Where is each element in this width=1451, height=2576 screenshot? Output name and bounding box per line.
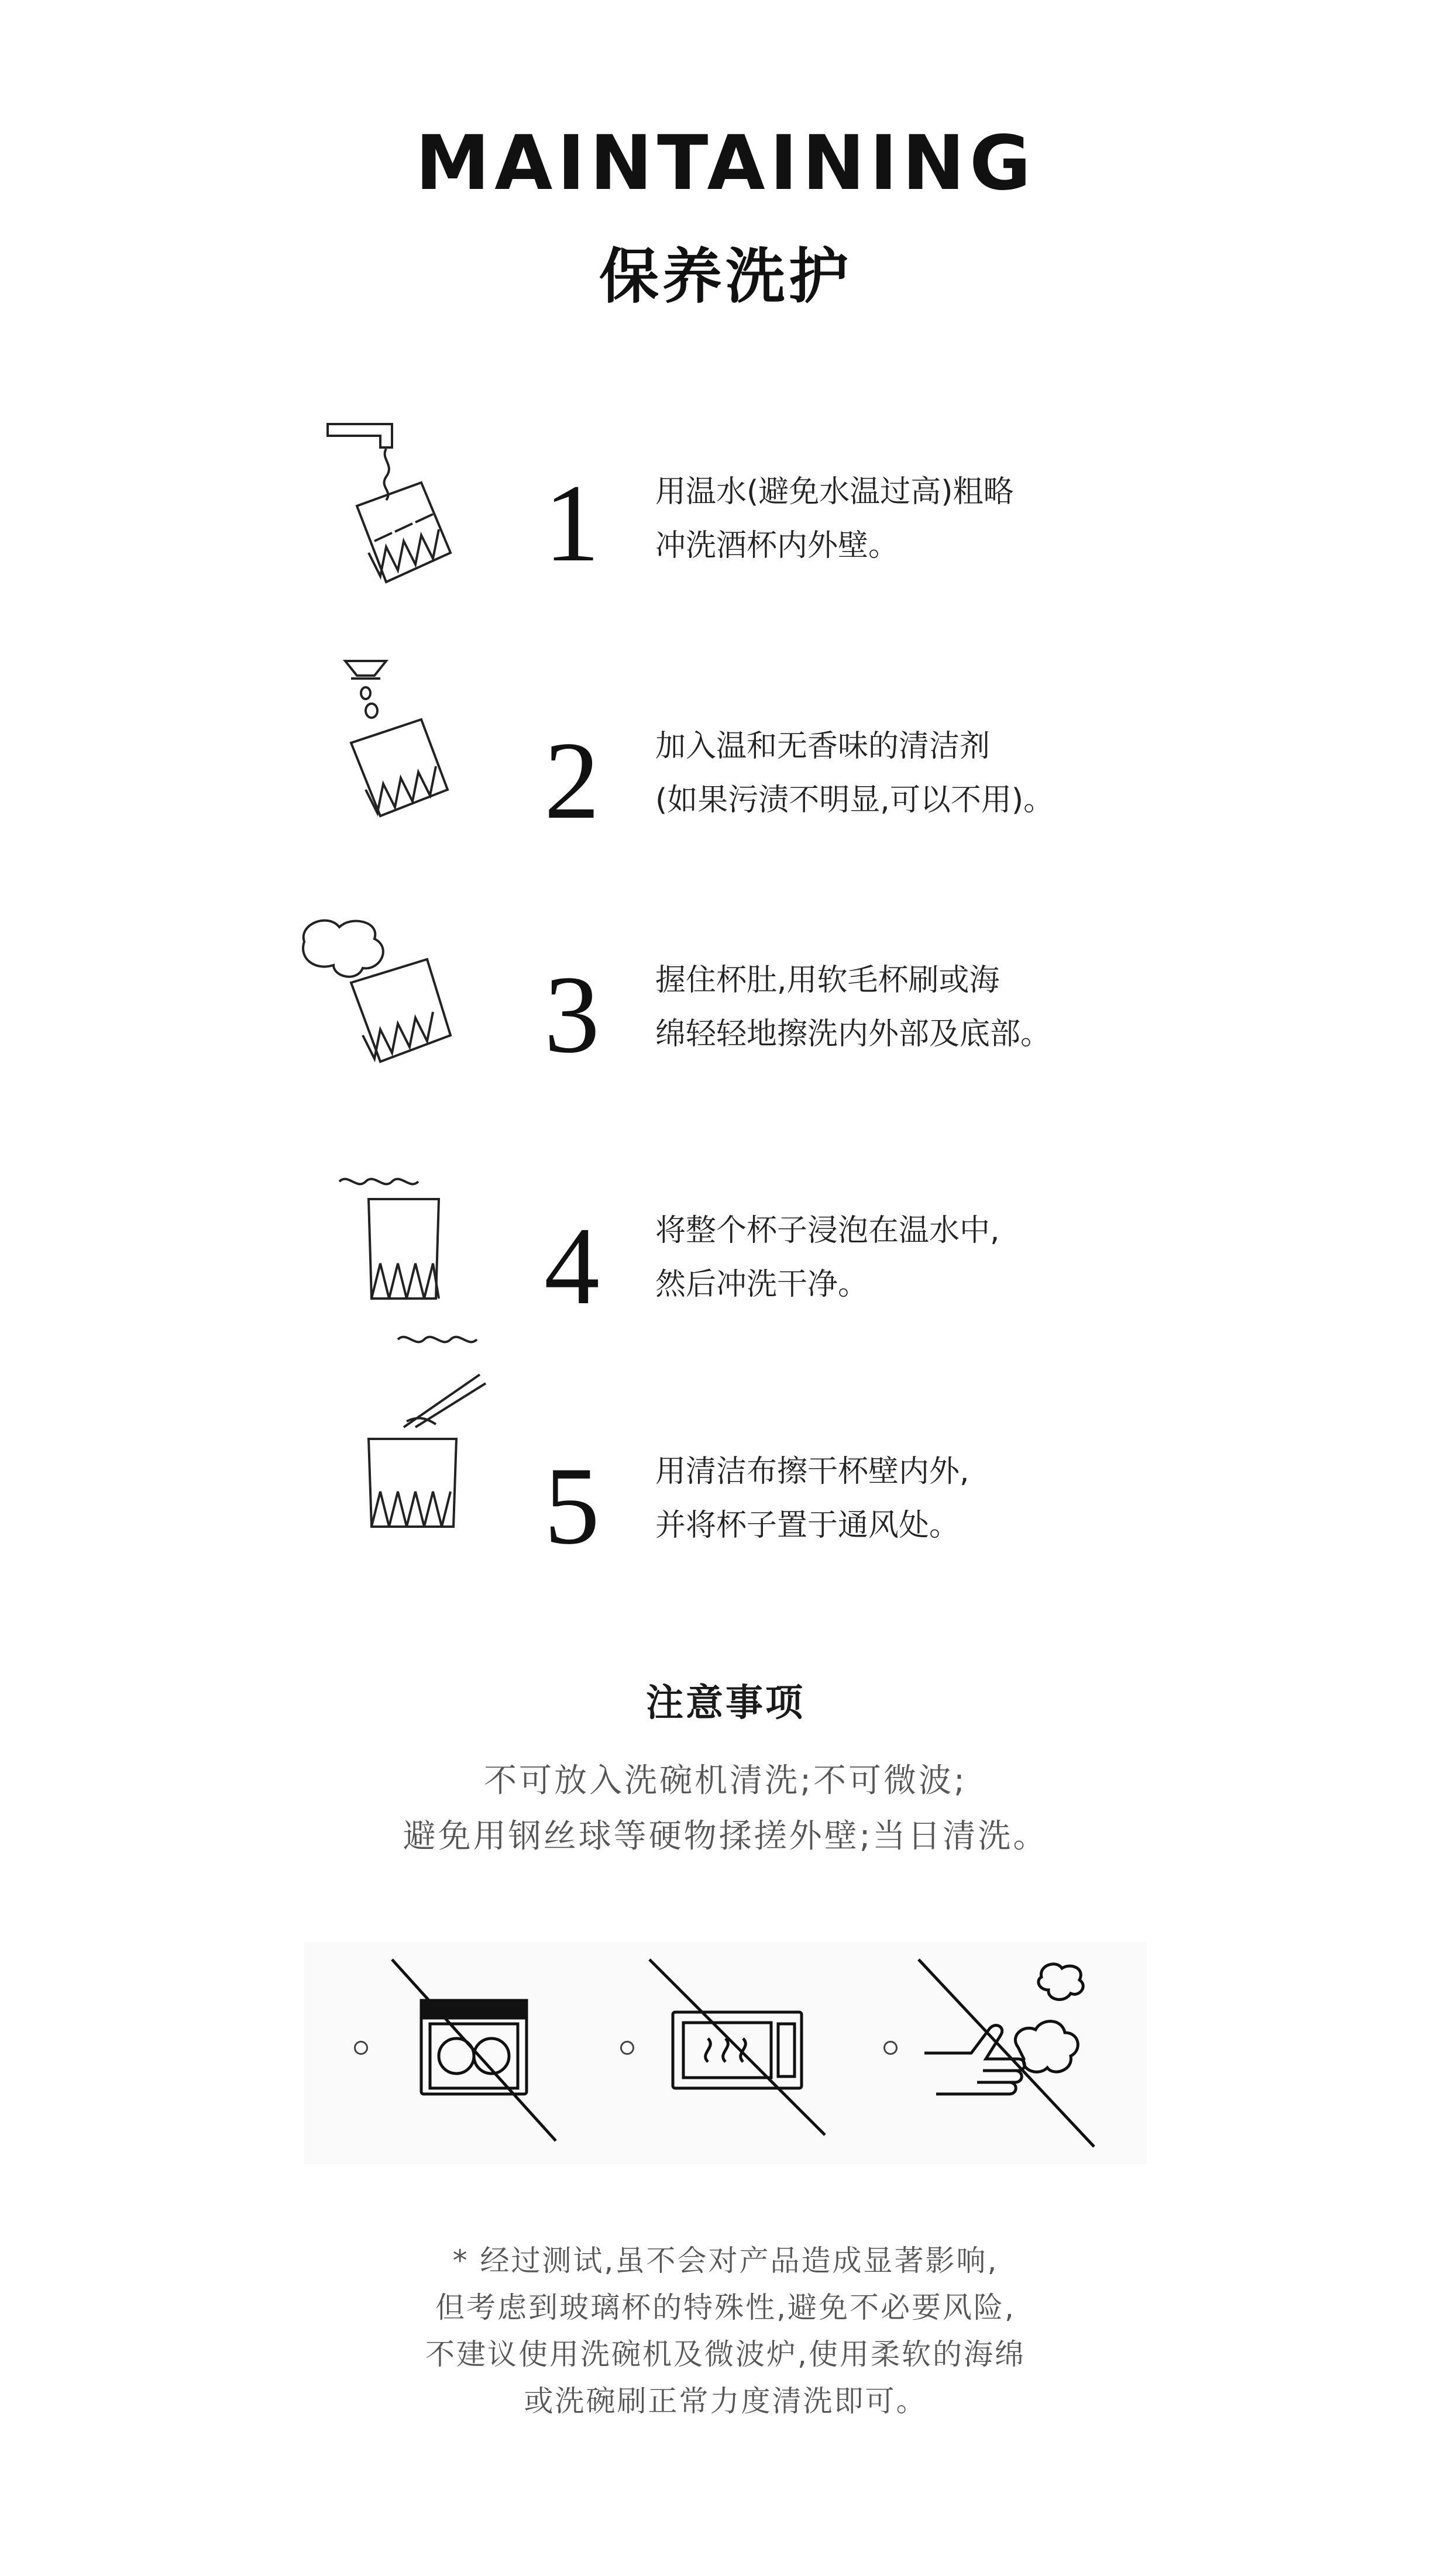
step-1 (0, 418, 1451, 664)
step-text (655, 465, 1014, 573)
step-number: 1 (544, 462, 600, 585)
step-5 (0, 1369, 1451, 1614)
step-text-line: 绵轻轻地擦洗内外部及底部。 (655, 1017, 1051, 1052)
step-number: 3 (544, 953, 600, 1076)
notes-line: 避免用钢丝球等硬物揉搓外壁;当日清洗。 (403, 1817, 1048, 1855)
step-text-line: 用清洁布擦干杯壁内外, (655, 1454, 969, 1489)
footnote-line: 或洗碗刷正常力度清洗即可。 (524, 2384, 927, 2418)
footnote-line: 但考虑到玻璃杯的特殊性,避免不必要风险, (435, 2291, 1016, 2324)
sponge-cup-icon (293, 912, 503, 1123)
footnote-line: 不建议使用洗碗机及微波炉,使用柔软的海绵 (425, 2337, 1026, 2371)
no-dishwasher-icon (374, 1948, 585, 2158)
notes-title: 注意事项 (646, 1682, 805, 1725)
step-text-line: 并将杯子置于通风处。 (655, 1508, 960, 1543)
no-microwave-icon (638, 1948, 848, 2158)
step-text-line: 将整个杯子浸泡在温水中, (655, 1213, 1000, 1248)
step-text (655, 1204, 1000, 1311)
step-text-line: 用温水(避免水温过高)粗略 (655, 474, 1014, 509)
footnote-line: * 经过测试,虽不会对产品造成显著影响, (452, 2244, 999, 2278)
step-number: 5 (544, 1445, 600, 1568)
step-text-line: (如果污渍不明显,可以不用)。 (655, 783, 1054, 818)
faucet-rinse-cup-icon (293, 418, 503, 629)
step-text (655, 719, 1054, 827)
step-text (655, 1445, 969, 1552)
bullet-dot (354, 2041, 368, 2055)
step-number: 2 (544, 719, 600, 842)
page-title-chinese: 保养洗护 (599, 242, 852, 312)
bullet-dot (883, 2041, 898, 2055)
detergent-drop-cup-icon (293, 655, 503, 866)
step-number: 4 (544, 1205, 600, 1328)
no-scrubbing-icon (901, 1948, 1112, 2158)
step-text (655, 953, 1051, 1061)
step-2 (0, 655, 1451, 901)
step-text-line: 握住杯肚,用软毛杯刷或海 (655, 963, 1000, 998)
step-text-line: 冲洗酒杯内外壁。 (655, 528, 899, 563)
step-text-line: 然后冲洗干净。 (655, 1267, 869, 1302)
soak-cup-icon (293, 1164, 503, 1375)
step-text-line: 加入温和无香味的清洁剂 (655, 729, 991, 764)
dry-cloth-cup-icon (293, 1369, 503, 1579)
notes-line: 不可放入洗碗机清洗;不可微波; (484, 1762, 967, 1800)
step-3 (0, 912, 1451, 1158)
page-title-english: MAINTAINING (415, 120, 1036, 207)
bullet-dot (620, 2041, 634, 2055)
